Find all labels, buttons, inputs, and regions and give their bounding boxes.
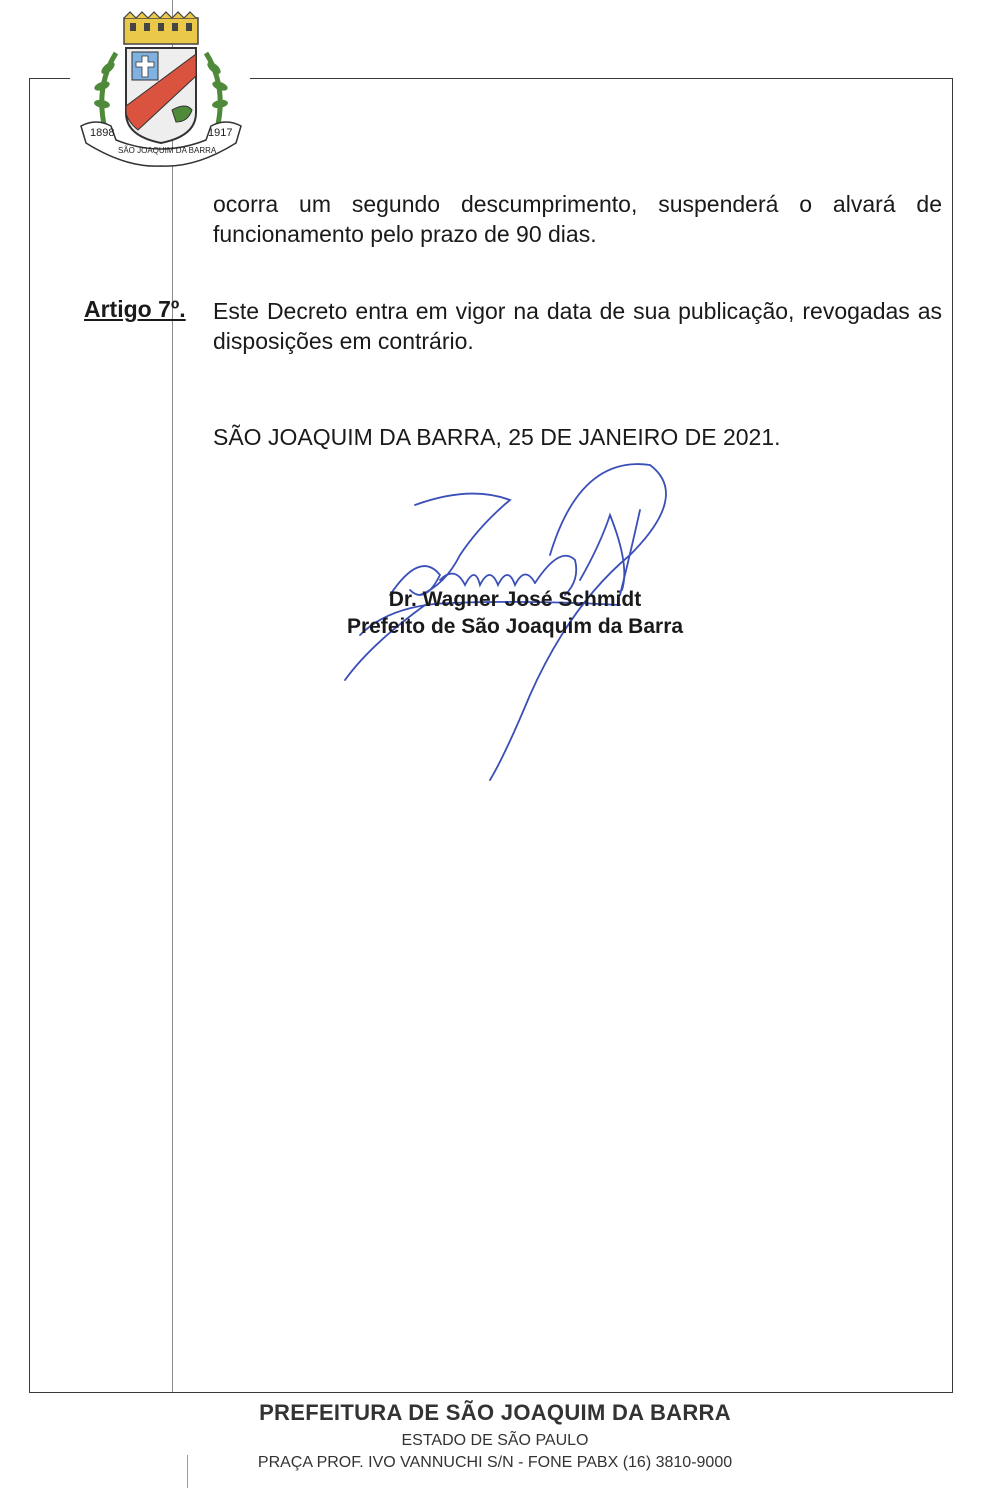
svg-text:1917: 1917 bbox=[208, 127, 233, 139]
signatory-role: Prefeito de São Joaquim da Barra bbox=[346, 615, 684, 638]
signatory-name: Dr. Wagner José Schmidt bbox=[388, 588, 642, 611]
article-text: Este Decreto entra em vigor na data de sua publicação, revogadas as disposições em contrário. bbox=[213, 298, 942, 354]
svg-text:1898: 1898 bbox=[90, 127, 115, 139]
footer-address: PRAÇA PROF. IVO VANNUCHI S/N - FONE PABX (16) 3810-9000 bbox=[257, 1454, 733, 1471]
paragraph-continuation: ocorra um segundo descumprimento, suspenderá o alvará de funcionamento pelo prazo de 90 dias. bbox=[213, 191, 942, 247]
margin-rule bbox=[172, 0, 173, 1392]
footer-state: ESTADO DE SÃO PAULO bbox=[401, 1432, 589, 1449]
article-label: Artigo 7º. bbox=[84, 296, 186, 322]
footer-title: PREFEITURA DE SÃO JOAQUIM DA BARRA bbox=[259, 1400, 731, 1425]
date-line: SÃO JOAQUIM DA BARRA, 25 DE JANEIRO DE 2021. bbox=[213, 424, 781, 450]
svg-text:SÃO JOAQUIM DA BARRA: SÃO JOAQUIM DA BARRA bbox=[118, 146, 217, 155]
municipal-crest-logo bbox=[76, 8, 246, 168]
